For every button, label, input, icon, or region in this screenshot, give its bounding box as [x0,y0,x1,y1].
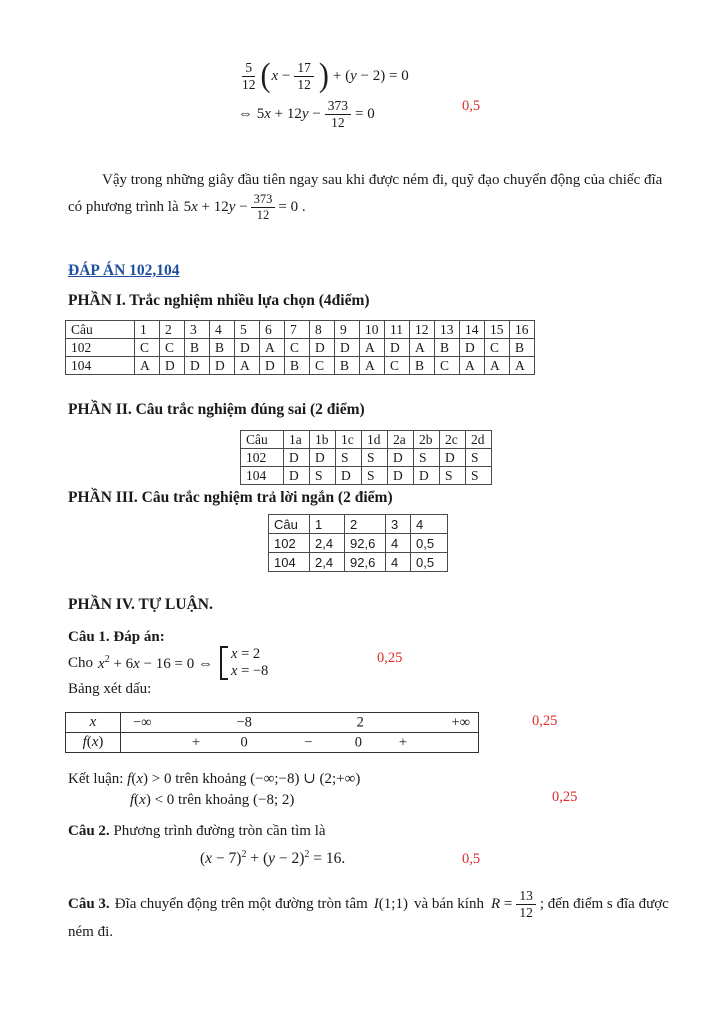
table-row-cell: 104 [241,467,284,485]
sign-plus-2: + [398,734,408,750]
table-row-cell: C [160,339,185,357]
table-header-row-cell: 5 [235,321,260,339]
table-header-row [269,515,448,534]
table-header-row [241,431,492,449]
sign-table-label: Bảng xét dấu: [68,681,152,697]
table-row-cell: D [260,357,285,375]
left-paren: ( [260,57,271,95]
score-conclusion: 0,25 [552,789,578,805]
table-row-cell: A [510,357,535,375]
table-row-cell: D [414,467,440,485]
sign-zero-2: 0 [354,734,363,750]
part3-heading: PHẦN III. Câu trắc nghiệm trả lời ngắn (2 điểm) [68,489,393,506]
table-header-row-cell: 10 [360,321,385,339]
table-row-cell: S [310,467,336,485]
equation-tail: = 0 [355,105,375,122]
fx-label: f ( x ) [66,733,121,752]
conclusion-line1: Kết luận: f(x) > 0 trên khoảng (−∞;−8) ∪ (2;+∞) [68,771,361,787]
table-header-row-cell: 11 [385,321,410,339]
root-2: 2 [356,714,364,730]
solution-cases [220,646,268,680]
table-row-cell: 0,5 [411,553,448,572]
table-header-row-cell: 15 [485,321,510,339]
table-row-cell: 102 [241,449,284,467]
conclusion-block [68,769,360,811]
table-row-cell: A [360,357,385,375]
quadratic-equation: $x^2 + 6x - 16 = 0$ ⇔ [98,653,213,672]
table-row-cell: 0,5 [411,534,448,553]
table-header-row-cell: 4 [210,321,235,339]
cau1-title: Câu 1. Đáp án: [68,629,165,645]
table-row-cell: B [210,339,235,357]
table-row-cell: S [466,449,492,467]
table-row-cell: C [310,357,335,375]
intro-equation-block [238,57,409,131]
table-row-cell: 102 [66,339,135,357]
conclusion-line2: f(x) < 0 trên khoảng (−8; 2) [130,792,295,808]
table-header-row-cell: 2d [466,431,492,449]
table-header-row-cell: 1a [284,431,310,449]
cases-bracket [220,646,228,680]
equation-lead: ⇔ 5x + 12y − [238,105,321,122]
intro-equation-line1 [238,57,409,95]
table-header-row [66,321,535,339]
table-row-cell: S [440,467,466,485]
cau1-equation: Cho $x^2 + 6x - 16 = 0$ ⇔ x = 2 x = −8 [68,646,269,679]
table-header-row-cell: 16 [510,321,535,339]
table-row-cell: S [466,467,492,485]
table-row-cell: D [388,449,414,467]
table-row-cell: S [336,449,362,467]
table-row-cell: D [440,449,466,467]
part4-heading: PHẦN IV. TỰ LUẬN. [68,596,213,613]
table-row-cell: 92,6 [345,534,386,553]
table-row-cell: 104 [269,553,310,572]
table-row-cell: B [285,357,310,375]
table-header-row-cell: 8 [310,321,335,339]
table-row-cell: 2,4 [310,553,345,572]
table-header-row-cell: 12 [410,321,435,339]
intro-paragraph [68,172,688,223]
score-sign-table: 0,25 [532,713,558,729]
table-row-cell: D [388,467,414,485]
sign-plus-1: + [191,734,201,750]
table-row-cell: 4 [386,534,411,553]
table-row-cell: 4 [386,553,411,572]
table-header-row-cell: Câu [66,321,135,339]
intro-equation-line2 [238,98,409,131]
table-row-cell: D [160,357,185,375]
table-row-cell: D [284,467,310,485]
table-row-cell: D [185,357,210,375]
sign-zero-1: 0 [240,734,248,750]
table-row-cell: A [410,339,435,357]
table-row-cell: D [210,357,235,375]
neg-infinity: −∞ [133,714,152,730]
table-row-cell: A [260,339,285,357]
table-row-cell: D [310,449,336,467]
table-row-cell: 102 [269,534,310,553]
fraction-373-12: $\frac{373}{12}$ [325,98,351,131]
center-point-math: I(1;1) [373,895,408,912]
paragraph-line1: Vậy trong những giây đầu tiên ngay sau khi được ném đi, quỹ đạo chuyển động của chiếc đĩa [102,172,663,188]
table-row-cell: D [385,339,410,357]
inline-math: 5x + 12y − [183,198,248,215]
part2-heading: PHẦN II. Câu trắc nghiệm đúng sai (2 điểm) [68,401,365,418]
table-row-cell: B [435,339,460,357]
table-header-row-cell: 3 [386,515,411,534]
table-row-cell: S [414,449,440,467]
table-row-cell: C [385,357,410,375]
table-header-row-cell: 2c [440,431,466,449]
part1-heading: PHẦN I. Trắc nghiệm nhiều lựa chọn (4điểm) [68,292,370,309]
table-row-cell: B [510,339,535,357]
part2-answer-table [240,430,492,485]
equation-tail: + (y − 2) = 0 [332,67,409,84]
right-paren: ) [318,57,329,95]
score-top-equation: 0,5 [462,98,481,114]
root-neg8: −8 [236,714,252,730]
sign-minus: − [304,734,313,750]
table-row-cell: S [362,449,388,467]
pos-infinity: +∞ [451,714,470,730]
table-row-cell: 92,6 [345,553,386,572]
sign-table-fx-row [66,732,478,752]
score-cau2: 0,5 [462,851,481,867]
table-row [66,339,535,357]
table-row-cell: 104 [66,357,135,375]
table-row-cell: C [435,357,460,375]
table-header-row-cell: 9 [335,321,360,339]
table-row-cell: D [310,339,335,357]
table-header-row-cell: 1b [310,431,336,449]
table-header-row-cell: 1c [336,431,362,449]
table-row [241,467,492,485]
table-row-cell: A [235,357,260,375]
fraction-17-12: $\frac{17}{12}$ [294,60,314,93]
table-header-row-cell: 14 [460,321,485,339]
score-cau1: 0,25 [377,650,403,666]
table-header-row-cell: Câu [269,515,310,534]
table-header-row-cell: 6 [260,321,285,339]
fraction-5-12: $\frac{5}{12}$ [242,60,256,92]
table-row-cell: D [335,339,360,357]
table-header-row-cell: 1d [362,431,388,449]
table-row-cell: C [285,339,310,357]
table-row [269,534,448,553]
table-row-cell: B [335,357,360,375]
table-header-row-cell: 2b [414,431,440,449]
cau2-title: Câu 2. Phương trình đường tròn cần tìm là [68,823,326,839]
table-row-cell: A [485,357,510,375]
table-row [66,357,535,375]
case-2: x = −8 [231,663,269,679]
fraction-373-12-inline: $\frac{373}{12}$ [251,192,276,223]
table-row-cell: B [410,357,435,375]
table-row-cell: C [135,339,160,357]
table-header-row-cell: 2 [160,321,185,339]
table-row-cell: A [135,357,160,375]
cau3-line2: ném đi. [68,924,113,940]
table-header-row-cell: 3 [185,321,210,339]
table-row-cell: D [235,339,260,357]
cau3-line1: Câu 3. Đĩa chuyển động trên một đường tròn tâm I(1;1) và bán kính R = $\frac{13}{12}$ ; đến điểm s đĩa được [68,887,669,920]
table-header-row-cell: 4 [411,515,448,534]
sign-table-x-row [66,713,478,732]
table-header-row-cell: 13 [435,321,460,339]
case-1: x = 2 [231,646,261,662]
x-label: x [66,713,121,732]
table-header-row-cell: Câu [241,431,284,449]
paragraph-line2: có phương trình là 5x + 12y − $\frac{373}{12}$ = 0 . [68,192,306,222]
part1-answer-table [65,320,535,375]
answer-key-heading: ĐÁP ÁN 102,104 [68,262,180,279]
cau3-block [68,886,708,941]
sign-table [65,712,479,753]
table-header-row-cell: 1 [135,321,160,339]
table-header-row-cell: 2a [388,431,414,449]
table-row-cell: D [284,449,310,467]
circle-equation: $(x - 7)^2 + (y - 2)^2 = 16$. [200,849,346,868]
table-row-cell: D [336,467,362,485]
table-row-cell: S [362,467,388,485]
fraction-13-12: $\frac{13}{12}$ [516,888,536,921]
table-header-row-cell: 2 [345,515,386,534]
equation-body: x − [271,67,291,84]
table-header-row-cell: 1 [310,515,345,534]
radius-math: R = [490,895,513,912]
table-row-cell: D [460,339,485,357]
table-row [241,449,492,467]
table-header-row-cell: 7 [285,321,310,339]
table-row-cell: 2,4 [310,534,345,553]
table-row [269,553,448,572]
table-row-cell: B [185,339,210,357]
table-row-cell: A [360,339,385,357]
table-row-cell: A [460,357,485,375]
table-row-cell: C [485,339,510,357]
part3-answer-table [268,514,448,572]
